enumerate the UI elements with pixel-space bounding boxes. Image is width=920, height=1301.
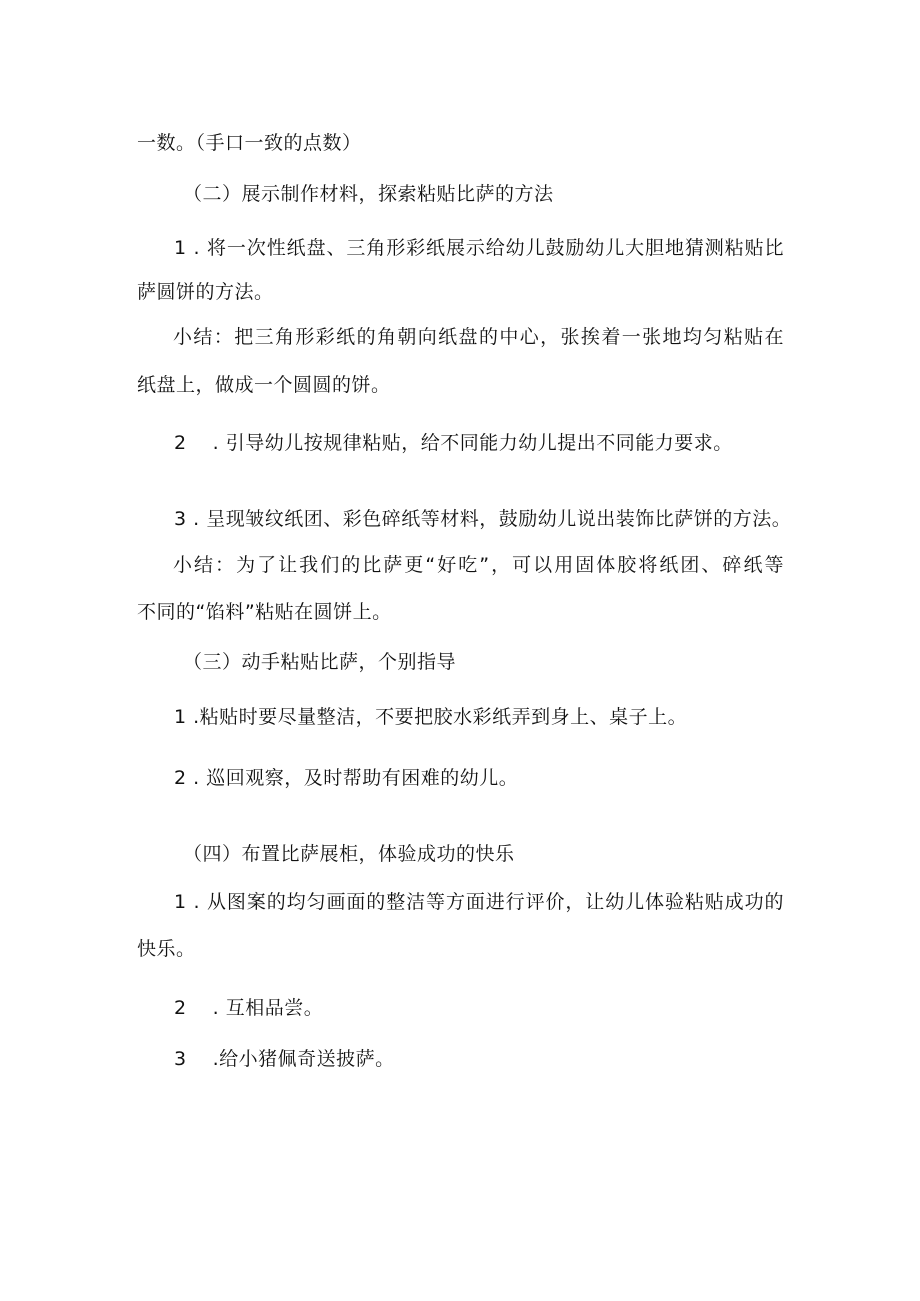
text-line-12: 1 .粘贴时要尽量整洁，不要把胶水彩纸弄到身上、桌子上。 (174, 706, 688, 728)
text-line-16: 快乐。 (137, 938, 196, 960)
text-line-18: 3 .给小猪佩奇送披萨。 (174, 1048, 395, 1070)
section-heading-2: （二）展示制作材料，探索粘贴比萨的方法 (183, 183, 554, 205)
text-line-10: 不同的“馅料”粘贴在圆饼上。 (137, 601, 392, 623)
text-line-7: 2 . 引导幼儿按规律粘贴，给不同能力幼儿提出不同能力要求。 (174, 432, 733, 454)
text-line-9: 小结：为了让我们的比萨更“好吃”，可以用固体胶将纸团、碎纸等 (173, 554, 784, 576)
section-heading-3: （三）动手粘贴比萨，个别指导 (183, 651, 457, 673)
text-line-13: 2 . 巡回观察，及时帮助有困难的幼儿。 (174, 767, 519, 789)
section-heading-4: （四）布置比萨展柜，体验成功的快乐 (183, 843, 515, 865)
text-line-6: 纸盘上，做成一个圆圆的饼。 (137, 374, 391, 396)
text-line-17: 2 . 互相品尝。 (174, 997, 324, 1019)
text-line-1: 一数。（手口一致的点数） (137, 132, 362, 154)
text-line-3: 1 . 将一次性纸盘、三角形彩纸展示给幼儿鼓励幼儿大胆地猜测粘贴比 (174, 237, 784, 259)
text-line-5: 小结：把三角形彩纸的角朝向纸盘的中心，张挨着一张地均匀粘贴在 (173, 326, 784, 348)
text-line-4: 萨圆饼的方法。 (137, 281, 274, 303)
text-line-15: 1 . 从图案的均匀画面的整洁等方面进行评价，让幼儿体验粘贴成功的 (174, 891, 784, 913)
text-line-8: 3 . 呈现皱纹纸团、彩色碎纸等材料，鼓励幼儿说出装饰比萨饼的方法。 (174, 508, 792, 530)
